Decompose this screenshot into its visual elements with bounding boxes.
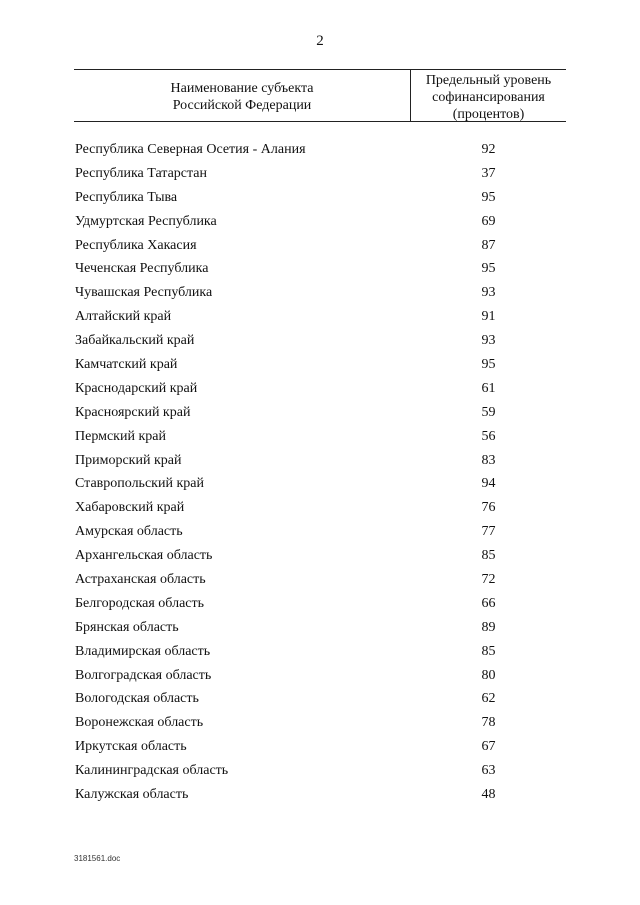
cofinancing-level-value: 76: [481, 500, 496, 516]
table-body: [74, 138, 566, 807]
table-row: [74, 640, 566, 664]
subject-name: Хабаровский край: [75, 500, 185, 516]
subject-name: Забайкальский край: [75, 333, 195, 349]
table-row: [74, 759, 566, 783]
subject-name: Воронежская область: [75, 715, 204, 731]
cofinancing-level-value: 37: [481, 165, 496, 181]
table-row: [74, 281, 566, 305]
header-level-line-3: (процентов): [452, 107, 525, 122]
cofinancing-level-value: 83: [481, 452, 496, 468]
cofinancing-level-value: 95: [481, 357, 496, 373]
table-row: [74, 664, 566, 688]
cofinancing-level-value: 89: [481, 619, 496, 635]
cofinancing-level-value: 95: [481, 261, 496, 277]
table-row: [74, 449, 566, 473]
table-row: [74, 377, 566, 401]
table-row: [74, 592, 566, 616]
table-row: [74, 401, 566, 425]
table-row: [74, 783, 566, 807]
cofinancing-level-value: 67: [481, 739, 496, 755]
cofinancing-level-value: 80: [481, 667, 496, 683]
table-row: [74, 687, 566, 711]
subject-name: Ставропольский край: [75, 476, 204, 492]
cofinancing-level-value: 91: [481, 309, 496, 325]
table-row: [74, 138, 566, 162]
table-row: [74, 616, 566, 640]
cofinancing-level-value: 85: [481, 548, 496, 564]
header-level-line-1: Предельный уровень: [425, 73, 552, 88]
cofinancing-level-value: 69: [481, 213, 496, 229]
table-row: [74, 568, 566, 592]
header-subject-line-2: Российской Федерации: [172, 98, 312, 113]
cofinancing-level-value: 62: [481, 691, 496, 707]
table-row: [74, 162, 566, 186]
cofinancing-level-value: 48: [481, 787, 496, 803]
cofinancing-level-value: 87: [481, 237, 496, 253]
table-top-rule: [74, 69, 566, 70]
subject-name: Республика Татарстан: [75, 165, 208, 181]
document-code: 3181561.doc: [74, 854, 121, 863]
subject-name: Иркутская область: [75, 739, 187, 755]
subject-name: Владимирская область: [75, 643, 211, 659]
table-row: [74, 257, 566, 281]
subject-name: Краснодарский край: [75, 380, 198, 396]
cofinancing-level-value: 78: [481, 715, 496, 731]
cofinancing-level-value: 94: [481, 476, 496, 492]
header-cofinancing-level: [411, 72, 566, 123]
subject-name: Республика Тыва: [75, 189, 178, 205]
table-row: [74, 425, 566, 449]
cofinancing-level-value: 77: [481, 524, 496, 540]
subject-name: Волгоградская область: [75, 667, 212, 683]
subject-name: Удмуртская Республика: [75, 213, 217, 229]
subject-name: Калужская область: [75, 787, 189, 803]
subject-name: Чувашская Республика: [75, 285, 213, 301]
subject-name: Камчатский край: [75, 357, 178, 373]
cofinancing-level-value: 59: [481, 404, 496, 420]
cofinancing-level-value: 93: [481, 285, 496, 301]
subject-name: Приморский край: [75, 452, 182, 468]
subject-name: Красноярский край: [75, 404, 191, 420]
subject-name: Республика Хакасия: [75, 237, 197, 253]
header-subject-name: [74, 80, 410, 114]
cofinancing-level-value: 72: [481, 572, 496, 588]
cofinancing-level-value: 63: [481, 763, 496, 779]
table-row: [74, 472, 566, 496]
subject-name: Амурская область: [75, 524, 183, 540]
cofinancing-level-value: 92: [481, 142, 496, 157]
subject-name: Вологодская область: [75, 691, 199, 707]
subject-name: Чеченская Республика: [75, 261, 209, 277]
cofinancing-level-value: 95: [481, 189, 496, 205]
cofinancing-level-value: 66: [481, 595, 496, 611]
subject-name: Брянская область: [75, 619, 179, 635]
table-row: [74, 210, 566, 234]
table-row: [74, 711, 566, 735]
subject-name: Республика Северная Осетия - Алания: [75, 142, 306, 157]
cofinancing-level-value: 85: [481, 643, 496, 659]
subject-name: Калининградская область: [75, 763, 229, 779]
table-row: [74, 353, 566, 377]
subject-name: Пермский край: [75, 428, 166, 444]
header-subject-line-1: Наименование субъекта: [170, 81, 314, 96]
cofinancing-level-value: 93: [481, 333, 496, 349]
cofinancing-level-value: 56: [481, 428, 496, 444]
page-number: 2: [316, 33, 324, 49]
table-row: [74, 544, 566, 568]
table-row: [74, 520, 566, 544]
subject-name: Белгородская область: [75, 595, 205, 611]
table-row: [74, 496, 566, 520]
table-row: [74, 305, 566, 329]
table-row: [74, 234, 566, 258]
table-row: [74, 735, 566, 759]
cofinancing-level-value: 61: [481, 380, 496, 396]
table-row: [74, 329, 566, 353]
subject-name: Архангельская область: [75, 548, 213, 564]
subject-name: Алтайский край: [75, 309, 172, 325]
subject-name: Астраханская область: [75, 572, 206, 588]
table-row: [74, 186, 566, 210]
header-level-line-2: софинансирования: [432, 90, 545, 105]
